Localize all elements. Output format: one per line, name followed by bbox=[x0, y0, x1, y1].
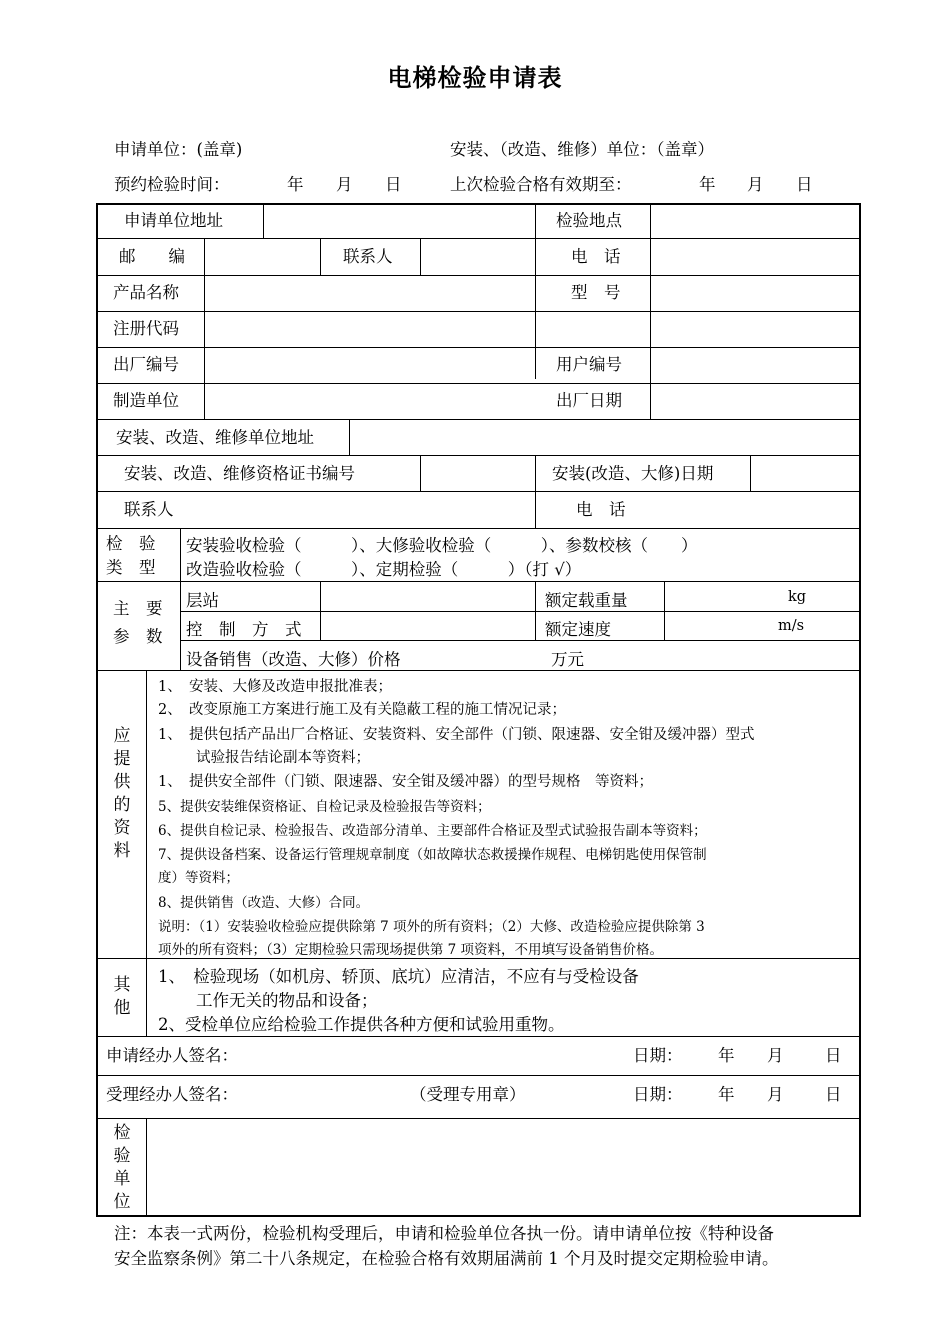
rated-speed-label: 额定速度 bbox=[545, 620, 611, 639]
appointment-time-label: 预约检验时间： bbox=[114, 175, 230, 194]
col-divider bbox=[146, 670, 147, 1036]
receive-year: 年 bbox=[718, 1085, 735, 1104]
contact2-label: 联系人 bbox=[124, 500, 174, 519]
col-divider bbox=[320, 581, 321, 640]
col-divider bbox=[664, 581, 665, 640]
appt-year: 年 bbox=[287, 175, 304, 194]
installer-address-label: 安装、改造、维修单位地址 bbox=[116, 428, 314, 447]
inspection-type-line1: 安装验收检验（ ）、大修验收检验（ ）、参数校核（ ） bbox=[186, 536, 698, 555]
install-date-label: 安装(改造、大修)日期 bbox=[552, 464, 714, 483]
valid-year: 年 bbox=[699, 175, 716, 194]
row-divider bbox=[96, 455, 861, 456]
col-divider bbox=[204, 238, 205, 419]
valid-day: 日 bbox=[796, 175, 813, 194]
row-divider bbox=[96, 491, 861, 492]
installer-label: 安装、（改造、维修）单位：（盖章） bbox=[450, 140, 714, 159]
price-unit: 万元 bbox=[551, 650, 584, 669]
col-divider bbox=[750, 455, 751, 491]
manufacturer-label: 制造单位 bbox=[113, 391, 179, 410]
col-divider bbox=[535, 581, 536, 640]
col-divider bbox=[263, 203, 264, 238]
col-divider bbox=[180, 528, 181, 670]
inspection-unit-label: 检验单位 bbox=[113, 1123, 131, 1212]
row-divider bbox=[180, 611, 861, 612]
other-item: 1、 检验现场（如机房、轿顶、底坑）应清洁，不应有与受检设备 bbox=[158, 967, 639, 986]
materials-note: 说明：（1）安装验收检验应提供除第 7 项外的所有资料；（2）大修、改造检验应提供除第 3 bbox=[158, 919, 705, 935]
materials-item: 2、 改变原施工方案进行施工及有关隐蔽工程的施工情况记录； bbox=[158, 702, 566, 718]
col-divider bbox=[146, 1118, 147, 1217]
row-divider bbox=[96, 1118, 861, 1119]
product-name-label: 产品名称 bbox=[113, 283, 179, 302]
row-divider bbox=[96, 958, 861, 959]
row-divider bbox=[96, 275, 861, 276]
applicant-label: 申请单位：(盖章) bbox=[114, 140, 243, 159]
col-divider bbox=[535, 455, 536, 528]
sign-date-label: 日期： bbox=[633, 1046, 683, 1065]
materials-note: 项外的所有资料；（3）定期检验只需现场提供第 7 项资料，不用填写设备销售价格。 bbox=[158, 942, 664, 958]
factory-no-label: 出厂编号 bbox=[113, 355, 179, 374]
materials-item: 5、提供安装维保资格证、自检记录及检验报告等资料； bbox=[158, 799, 491, 815]
receive-month: 月 bbox=[767, 1085, 784, 1104]
valid-month: 月 bbox=[747, 175, 764, 194]
inspection-type-line2: 改造验收检验（ ）、定期检验（ ）（打 √） bbox=[186, 560, 582, 579]
row-divider bbox=[96, 419, 861, 420]
row-divider bbox=[96, 1036, 861, 1037]
footnote-line: 安全监察条例》第二十八条规定，在检验合格有效期届满前 1 个月及时提交定期检验申请。 bbox=[114, 1249, 779, 1268]
phone2-label: 电 话 bbox=[576, 500, 626, 519]
applicant-sign-label: 申请经办人签名： bbox=[106, 1046, 238, 1065]
row-divider bbox=[96, 670, 861, 671]
appt-month: 月 bbox=[336, 175, 353, 194]
materials-label: 应提供的资料 bbox=[113, 726, 131, 861]
row-divider bbox=[180, 640, 861, 641]
sign-year: 年 bbox=[718, 1046, 735, 1065]
main-params-label: 主 要 参 数 bbox=[113, 599, 163, 646]
col-divider bbox=[420, 238, 421, 275]
control-mode-label: 控 制 方 式 bbox=[186, 620, 302, 639]
appt-day: 日 bbox=[385, 175, 402, 194]
sign-day: 日 bbox=[825, 1046, 842, 1065]
receive-date-label: 日期： bbox=[633, 1085, 683, 1104]
factory-date-label: 出厂日期 bbox=[556, 391, 622, 410]
floors-label: 层站 bbox=[186, 591, 219, 610]
other-item: 2、受检单位应给检验工作提供各种方便和试验用重物。 bbox=[158, 1015, 565, 1034]
col-divider bbox=[650, 203, 651, 419]
materials-item: 7、提供设备档案、设备运行管理规章制度（如故障状态救援操作规程、电梯钥匙使用保管制 bbox=[158, 847, 707, 863]
row-divider bbox=[96, 528, 861, 529]
row-divider bbox=[96, 238, 861, 239]
reg-code-label: 注册代码 bbox=[113, 319, 179, 338]
acceptance-stamp-label: （受理专用章） bbox=[410, 1085, 526, 1104]
col-divider bbox=[349, 419, 350, 455]
last-valid-label: 上次检验合格有效期至： bbox=[450, 175, 632, 194]
location-label: 检验地点 bbox=[556, 211, 622, 230]
cert-no-label: 安装、改造、维修资格证书编号 bbox=[124, 464, 355, 483]
materials-item: 试验报告结论副本等资料； bbox=[196, 750, 370, 766]
row-divider bbox=[96, 1075, 861, 1076]
materials-item: 1、 提供安全部件（门锁、限速器、安全钳及缓冲器）的型号规格 等资料； bbox=[158, 774, 653, 790]
footnote-line: 注：本表一式两份，检验机构受理后，申请和检验单位各执一份。请申请单位按《特种设备 bbox=[114, 1224, 774, 1243]
rated-load-label: 额定载重量 bbox=[545, 591, 628, 610]
speed-unit: m/s bbox=[778, 618, 805, 634]
materials-item: 6、提供自检记录、检验报告、改造部分清单、主要部件合格证及型式试验报告副本等资料； bbox=[158, 823, 707, 839]
load-unit: kg bbox=[788, 589, 807, 605]
contact-label: 联系人 bbox=[343, 247, 393, 266]
row-divider bbox=[96, 347, 861, 348]
row-divider bbox=[96, 311, 861, 312]
col-divider bbox=[535, 203, 536, 379]
materials-item: 8、提供销售（改造、大修）合同。 bbox=[158, 895, 370, 911]
other-item: 工作无关的物品和设备； bbox=[196, 991, 378, 1010]
price-label: 设备销售（改造、大修）价格 bbox=[186, 650, 401, 669]
materials-item: 1、 安装、大修及改造申报批准表； bbox=[158, 679, 392, 695]
other-label: 其他 bbox=[113, 975, 131, 1018]
address-label: 申请单位地址 bbox=[124, 211, 223, 230]
col-divider bbox=[320, 238, 321, 275]
receiver-sign-label: 受理经办人签名： bbox=[106, 1085, 238, 1104]
phone-label: 电 话 bbox=[571, 247, 621, 266]
user-no-label: 用户编号 bbox=[556, 355, 622, 374]
row-divider bbox=[96, 581, 861, 582]
col-divider bbox=[420, 455, 421, 491]
page-title: 电梯检验申请表 bbox=[387, 64, 563, 92]
materials-item: 1、 提供包括产品出厂合格证、安装资料、安全部件（门锁、限速器、安全钳及缓冲器）型式 bbox=[158, 727, 755, 743]
materials-item: 度）等资料； bbox=[158, 870, 239, 886]
receive-day: 日 bbox=[825, 1085, 842, 1104]
postcode-label: 邮 编 bbox=[119, 247, 185, 266]
row-divider bbox=[96, 383, 861, 384]
inspection-type-label: 检 验 类 型 bbox=[106, 534, 156, 577]
model-label: 型 号 bbox=[571, 283, 621, 302]
sign-month: 月 bbox=[767, 1046, 784, 1065]
